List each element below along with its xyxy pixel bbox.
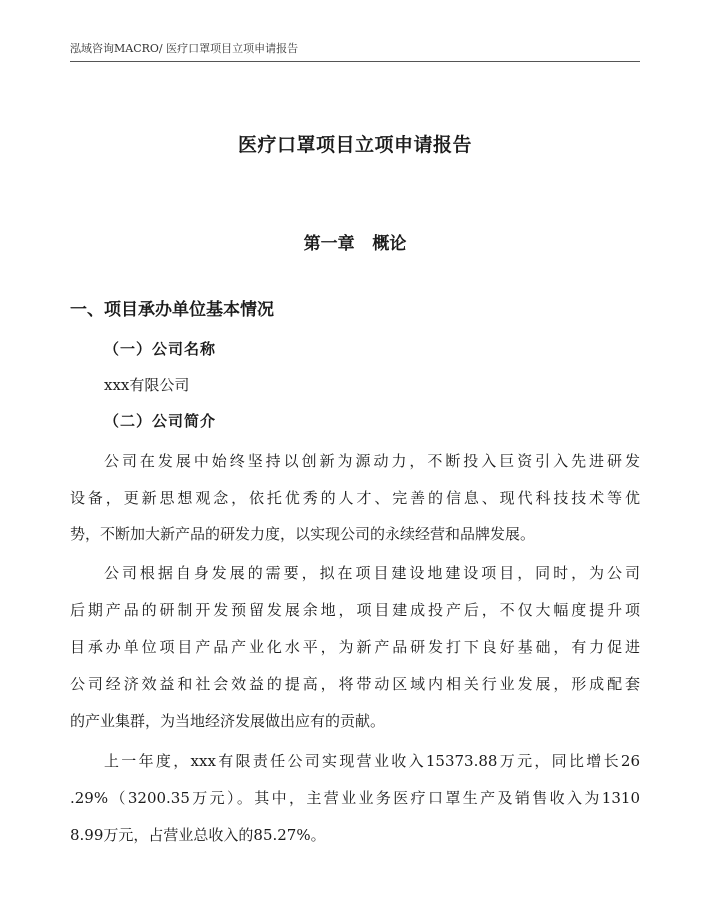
section-heading: 一、项目承办单位基本情况 bbox=[70, 300, 274, 320]
paragraph-line: 的产业集群，为当地经济发展做出应有的贡献。 bbox=[70, 712, 386, 730]
paragraph-line: 上一年度，xxx有限责任公司实现营业收入15373.88万元，同比增长26 bbox=[104, 752, 640, 770]
header-source-text: 泓域咨询MACRO/ 医疗口罩项目立项申请报告 bbox=[70, 42, 299, 55]
company-name: xxx有限公司 bbox=[104, 376, 190, 394]
company-intro-heading: （二）公司简介 bbox=[104, 412, 217, 430]
chapter-heading: 第一章 概论 bbox=[303, 234, 407, 254]
document-title: 医疗口罩项目立项申请报告 bbox=[237, 134, 472, 156]
paragraph-line: 后期产品的研制开发预留发展余地，项目建成投产后，不仅大幅度提升项 bbox=[70, 601, 640, 619]
paragraph-line: 目承办单位项目产品产业化水平，为新产品研发打下良好基础，有力促进 bbox=[70, 638, 640, 656]
paragraph-line: 势，不断加大新产品的研发力度，以实现公司的永续经营和品牌发展。 bbox=[70, 525, 536, 543]
company-name-heading: （一）公司名称 bbox=[104, 340, 217, 358]
header-divider bbox=[70, 61, 640, 62]
paragraph-line: 设备，更新思想观念，依托优秀的人才、完善的信息、现代科技技术等优 bbox=[70, 489, 640, 507]
paragraph-line: 公司经济效益和社会效益的提高，将带动区域内相关行业发展，形成配套 bbox=[70, 675, 640, 693]
paragraph-line: 8.99万元，占营业总收入的85.27%。 bbox=[70, 826, 326, 844]
paragraph-line: 公司根据自身发展的需要，拟在项目建设地建设项目，同时，为公司 bbox=[104, 564, 640, 582]
paragraph-line: .29%（3200.35万元）。其中，主营业业务医疗口罩生产及销售收入为1310 bbox=[70, 789, 640, 807]
paragraph-line: 公司在发展中始终坚持以创新为源动力，不断投入巨资引入先进研发 bbox=[104, 452, 640, 470]
